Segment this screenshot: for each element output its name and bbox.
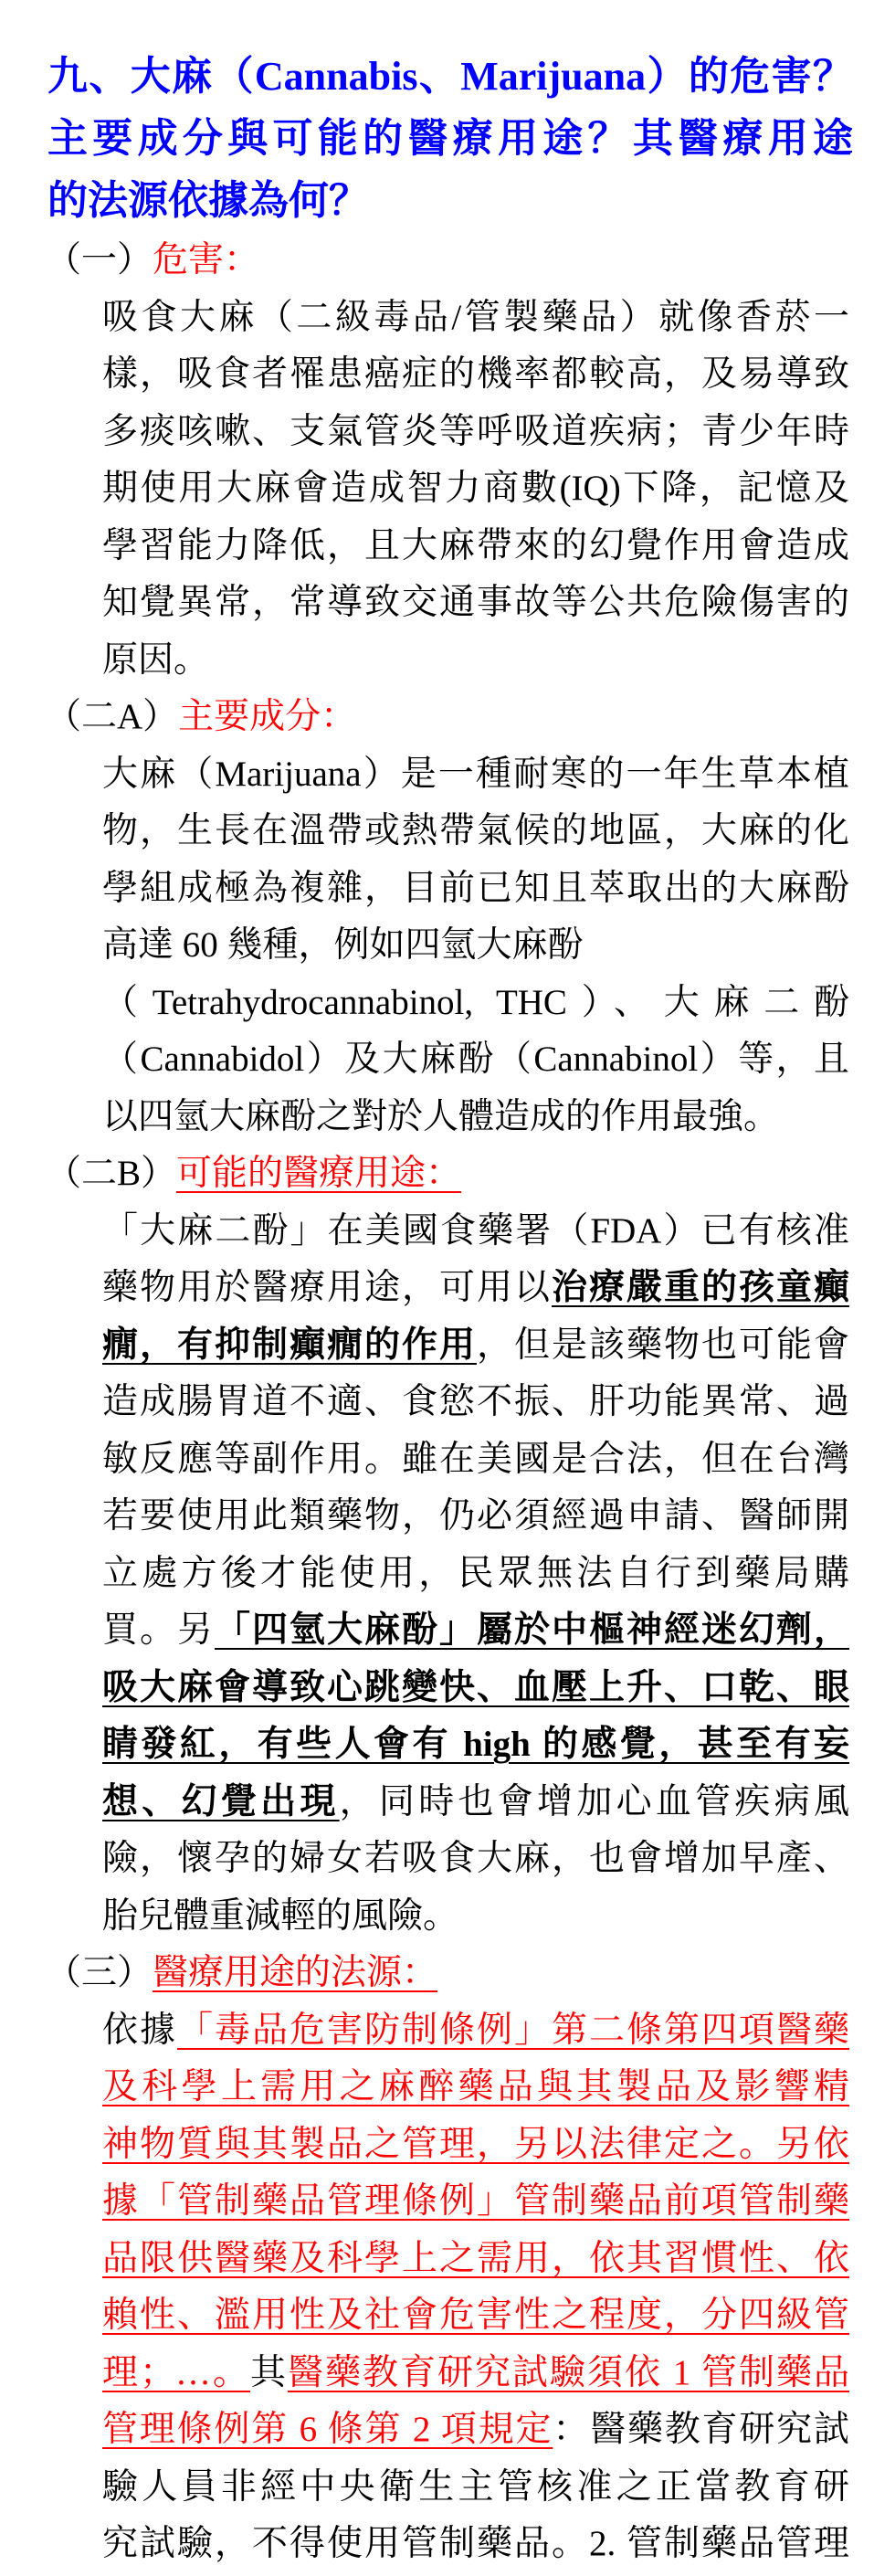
section-label: 危害： (153, 240, 260, 280)
legal-citation-segment: 品限供醫藥及科學上之需用，依其習慣性、依 (102, 2238, 849, 2278)
text-segment: 買。另 (102, 1610, 215, 1650)
text-line (102, 1031, 849, 1089)
text-segment: 大麻（Marijuana）是一種耐寒的一年生草本植 (102, 754, 849, 794)
text-line (102, 2402, 849, 2459)
text-line (102, 1260, 849, 1317)
text-segment: 依據 (102, 2010, 177, 2050)
text-segment: 究試驗，不得使用管制藥品。2. 管制藥品管理 (102, 2524, 849, 2563)
text-line (102, 290, 849, 347)
text-segment: 若要使用此類藥物，仍必須經過申請、醫師開 (102, 1496, 849, 1536)
emphasis-segment: 治療嚴重的孩童癲 (551, 1268, 849, 1307)
text-segment: 原因。 (102, 639, 210, 680)
section-components (0, 689, 895, 1145)
section-label: 醫療用途的法源： (153, 1953, 438, 1992)
text-segment: 知覺異常，常導致交通事故等公共危險傷害的 (102, 583, 849, 622)
text-line (102, 2287, 849, 2345)
text-line (102, 1488, 849, 1546)
section-heading (46, 232, 895, 290)
text-segment: ，但是該藥物也可能會 (476, 1325, 849, 1365)
section-label: 主要成分： (178, 697, 357, 736)
question-title (47, 46, 853, 232)
text-line (102, 518, 849, 575)
text-segment: ：醫藥教育研究試 (553, 2410, 849, 2449)
text-segment: 敏反應等副作用。雖在美國是合法，但在台灣 (102, 1439, 849, 1479)
emphasis-segment: 吸大麻會導致心跳變快、血壓上升、口乾、眼 (102, 1667, 849, 1707)
text-segment: ，同時也會增加心血管疾病風 (339, 1781, 849, 1821)
text-segment: 吸食大麻（二級毒品/管製藥品）就像香菸一 (102, 297, 849, 337)
legal-citation-segment: 據「管制藥品管理條例」管制藥品前項管制藥 (102, 2181, 849, 2221)
text-segment: 期使用大麻會造成智力商數(IQ)下降，記憶及 (102, 469, 849, 508)
text-segment: 胎兒體重減輕的風險。 (102, 1895, 459, 1936)
text-line (102, 1546, 849, 1603)
text-line (102, 1716, 849, 1774)
text-line (102, 975, 849, 1032)
section-label: 可能的醫療用途： (176, 1154, 462, 1193)
text-line (102, 1203, 849, 1261)
text-segment: （Cannabidol）及大麻酚（Cannabinol）等，且 (102, 1040, 849, 1079)
text-line (102, 1774, 849, 1832)
section-medical-use (0, 1145, 895, 1945)
section-number: （三） (46, 1953, 153, 1992)
text-line (102, 1374, 849, 1431)
text-segment: 造成腸胃道不適、食慾不振、肝功能異常、過 (102, 1382, 849, 1421)
emphasis-segment: 癇，有抑制癲癇的作用 (102, 1325, 477, 1365)
text-segment: 多痰咳嗽、支氣管炎等呼吸道疾病；青少年時 (102, 411, 849, 451)
text-line (102, 917, 849, 975)
text-segment: 學習能力降低，且大麻帶來的幻覺作用會造成 (102, 525, 849, 565)
text-line (102, 575, 849, 632)
text-line (102, 2173, 849, 2231)
text-segment: 學組成極為複雜，目前已知且萃取出的大麻酚 (102, 868, 849, 908)
text-segment: 驗人員非經中央衛生主管核准之正當教育研 (102, 2466, 849, 2507)
text-segment: 其 (250, 2352, 288, 2392)
text-segment: 物，生長在溫帶或熱帶氣候的地區，大麻的化 (102, 811, 849, 850)
emphasis-segment: 想、幻覺出現 (102, 1781, 340, 1821)
text-segment: 樣，吸食者罹患癌症的機率都較高，及易導致 (102, 354, 849, 394)
text-line (102, 1431, 849, 1489)
text-line (102, 2117, 849, 2174)
text-line (102, 1089, 849, 1146)
legal-citation-segment: 神物質與其製品之管理，另以法律定之。另依 (102, 2124, 849, 2164)
section-heading (46, 1145, 895, 1203)
section-number: （二A） (46, 697, 179, 736)
text-line (102, 2002, 849, 2060)
text-line (102, 1317, 849, 1375)
section-number: （一） (46, 240, 153, 280)
text-line (102, 2059, 849, 2117)
legal-citation-segment: 理；…。 (102, 2352, 250, 2392)
legal-citation-segment: 醫藥教育研究試驗須依 1 管制藥品 (288, 2352, 849, 2392)
text-line (102, 346, 849, 404)
text-line (102, 460, 849, 518)
text-line (102, 1831, 849, 1888)
text-line (102, 1660, 849, 1717)
text-line (102, 746, 849, 804)
emphasis-segment: 睛發紅，有些人會有 high 的感覺，甚至有妄 (102, 1725, 849, 1764)
section-harm (0, 232, 895, 689)
text-line (102, 632, 849, 690)
legal-citation-segment: 賴性、濫用性及社會危害性之程度，分四級管 (102, 2296, 849, 2335)
text-line (102, 803, 849, 860)
section-heading (46, 1945, 895, 2002)
title-line: 的法源依據為何？ (47, 178, 369, 223)
legal-citation-segment: 管理條例第 6 條第 2 項規定 (102, 2410, 553, 2449)
emphasis-segment: 「四氫大麻酚」屬於中樞神經迷幻劑， (215, 1610, 849, 1650)
text-line (102, 1888, 849, 1946)
text-line (102, 2459, 849, 2517)
text-segment: 「大麻二酚」在美國食藥署（FDA）已有核准 (102, 1210, 849, 1251)
section-heading (46, 689, 895, 746)
text-line (102, 2231, 849, 2288)
legal-citation-segment: 「毒品危害防制條例」第二條第四項醫藥 (177, 2010, 849, 2050)
text-segment: 以四氫大麻酚之對於人體造成的作用最強。 (102, 1096, 780, 1136)
text-segment: 藥物用於醫療用途，可用以 (102, 1268, 552, 1307)
text-line (102, 1602, 849, 1660)
section-number: （二B） (46, 1154, 177, 1193)
text-segment: 險，懷孕的婦女若吸食大麻，也會增加早產、 (102, 1839, 849, 1878)
section-legal-basis (0, 1945, 895, 2573)
text-segment: 高達 60 幾種，例如四氫大麻酚 (102, 925, 584, 965)
text-line (102, 2516, 849, 2573)
legal-citation-segment: 及科學上需用之麻醉藥品與其製品及影響精 (102, 2067, 849, 2106)
text-line (102, 860, 849, 918)
title-line: 主要成分與可能的醫療用途？其醫療用途 (47, 116, 853, 161)
title-line: 九、大麻（Cannabis、Marijuana）的危害？ (47, 54, 853, 99)
text-line (102, 2345, 849, 2402)
text-segment: （Tetrahydrocannabinol, THC）、大麻二酚 (102, 982, 849, 1022)
text-segment: 立處方後才能使用，民眾無法自行到藥局購 (102, 1553, 849, 1593)
text-line (102, 404, 849, 461)
